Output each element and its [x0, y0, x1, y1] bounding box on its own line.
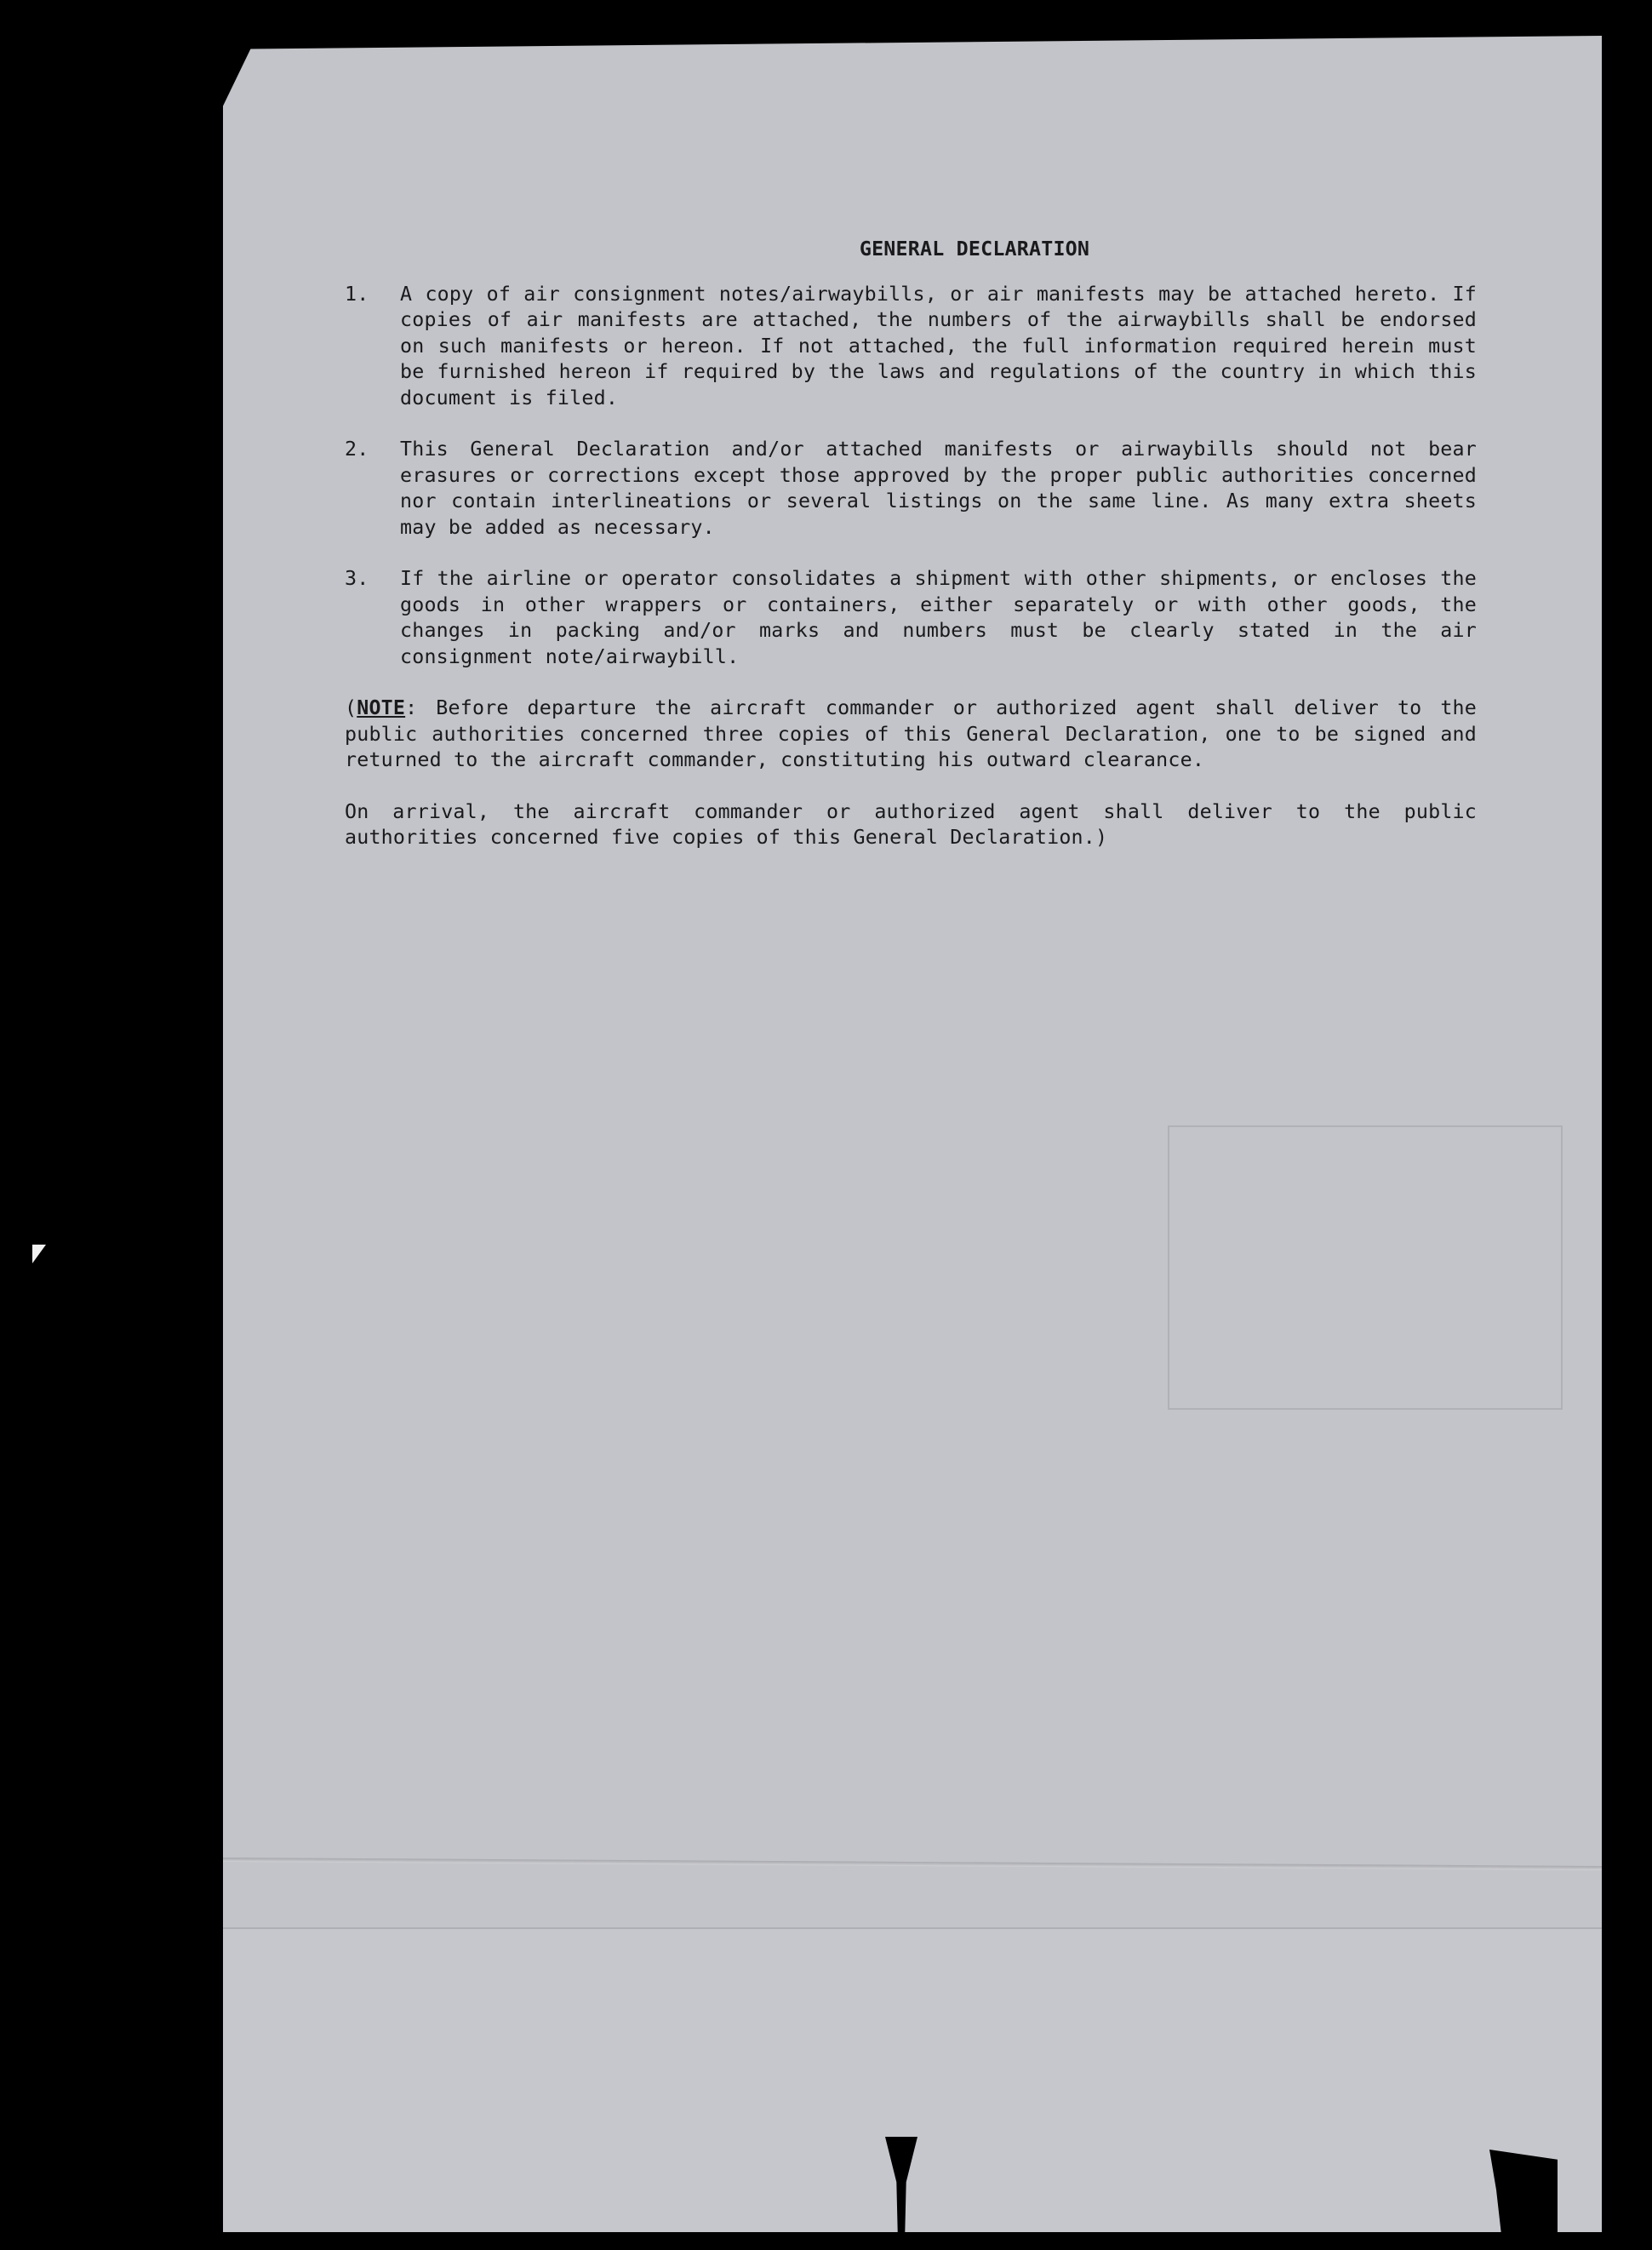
note-text: : Before departure the aircraft commander or authorized agent shall deliver to the public authorities concerned three copies of this General Declaration, one to be signed and returned to the aircraft commander, constituting his outward clearance. [345, 696, 1477, 771]
declaration-text [345, 237, 1477, 851]
item-text: If the airline or operator consolidates a shipment with other shipments, or encloses the goods in other wrappers or containers, either separately or with other goods, the changes in packing and/or marks and numbers must be clearly stated in the air consignment note/airwaybill. [400, 567, 1477, 668]
item-text: This General Declaration and/or attached manifests or airwaybills should not bear erasures or corrections except those approved by the proper public authorities concerned nor contain interlineations or several listings on the same line. As many extra sheets may be added as necessary. [400, 438, 1477, 539]
arrival-paragraph: On arrival, the aircraft commander or authorized agent shall deliver to the public authorities concerned five copies of this General Declaration.) [345, 799, 1477, 849]
note-open-paren: ( [345, 696, 357, 719]
edge-arrow-mark [32, 1245, 46, 1263]
list-item [345, 566, 1477, 670]
document-title: GENERAL DECLARATION [859, 238, 1090, 260]
bleed-through-box [1168, 1125, 1563, 1410]
item-number: 2. [345, 438, 369, 461]
item-number: 3. [345, 567, 369, 590]
item-number: 1. [345, 282, 369, 306]
list-item [345, 282, 1477, 412]
paper-lower-flap [223, 1927, 1602, 2232]
note-label: NOTE [357, 696, 406, 719]
item-text: A copy of air consignment notes/airwaybills, or air manifests may be attached hereto. If copies of air manifests are attached, the numbers of the airwaybills shall be endorsed on such manifests or hereon. If not attached, the full information required herein must be furnished hereon if required by the laws and regulations of the country in which this document is filed. [400, 282, 1477, 409]
paper-fold [223, 1858, 1602, 1870]
note-paragraph [345, 696, 1477, 774]
tear-mark [1489, 2150, 1558, 2250]
list-item [345, 437, 1477, 541]
